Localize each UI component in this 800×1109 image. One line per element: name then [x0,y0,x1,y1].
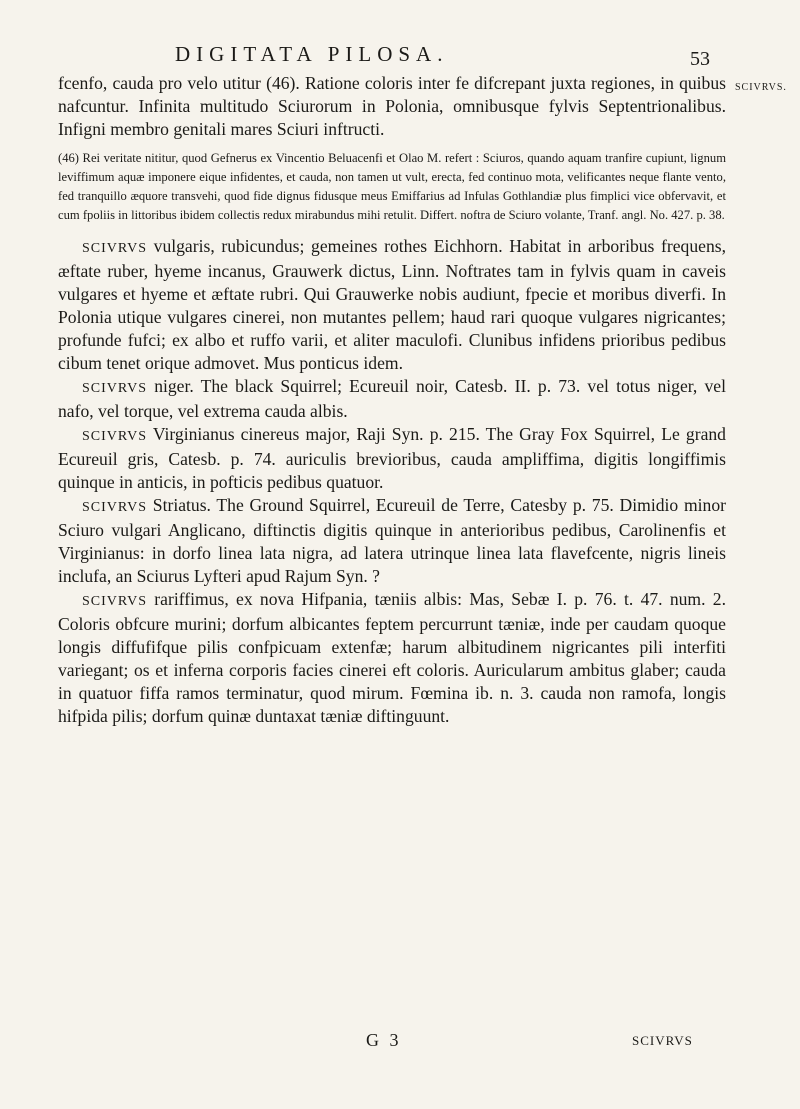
margin-note: SCIVRVS. [735,82,787,93]
catchword: SCIVRVS [632,1033,693,1048]
entry-lead: SCIVRVS [82,594,148,609]
entry-lead: SCIVRVS [82,500,148,515]
signature-mark: G 3 [366,1030,402,1050]
paragraph-continuation: fcenfo, cauda pro velo utitur (46). Ratione coloris inter fe difcrepant juxta regiones, in quibus nafcuntur. Infinita multitudo Sciurorum in Polonia, omnibusque fylvis Septentrionalibus. Infigni membro genitali mares Sciuri inftructi. [58,73,726,139]
entry-text: Virginianus cinereus major, Raji Syn. p. 215. The Gray Fox Squirrel, Le grand Ecureuil gris, Catesb. p. 74. auriculis brevioribus, cauda ampliffima, digitis longiffimis quinque in anticis, in pofticis pedibus quatuor. [58,424,726,492]
running-head: DIGITATA PILOSA. [175,42,449,66]
body-text [58,72,726,728]
entry-sciurus-vulgaris [58,235,726,375]
entry-text: vulgaris, rubicundus; gemeines rothes Eichhorn. Habitat in arboribus frequens, æftate ruber, hyeme incanus, Grauwerk dictus, Linn. Noftrates tam in fylvis quam in caveis vulgares et hyeme et æftate rubri. Qui Grauwerke nobis audiunt, fpecie et moribus diverfi. In Polonia utique vulgares cinerei, non mutantes pellem; haud rari quoque vulgares nigricantes; profunde fufci; ex albo et ruffo varii, et aliter maculofi. Clunibus infidens prioribus pedibus cibum tenet orique admovet. Mus ponticus idem. [58,236,726,373]
entry-sciurus-virginianus [58,423,726,494]
entry-sciurus-rarissimus [58,588,726,728]
entry-sciurus-striatus [58,494,726,588]
entry-lead: SCIVRVS [82,241,148,256]
footnote-46: (46) Rei veritate nititur, quod Gefnerus ex Vincentio Beluacenfi et Olao M. refert : Sciuros, quando aquam tranfire cupiunt, lignum leviffimum aquæ imponere eique infidentes, et cauda, non tamen ut vult, erecta, fed continuo mota, velificantes neque flante vento, fed tranquillo æquore transvehi, quod fide dignus fidusque meus Emiffarius ad Infulas Gothlandiæ plus fimplici vice obfervavit, et cum fpoliis in littoribus ibidem collectis redux mirabundus mihi retulit. Differt. noftra de Sciuro volante, Tranf. angl. No. 427. p. 38. [58,151,726,222]
page-number: 53 [690,48,710,70]
entry-lead: SCIVRVS [82,381,148,396]
entry-text: niger. The black Squirrel; Ecureuil noir, Catesb. II. p. 73. vel totus niger, vel nafo, vel torque, vel extrema cauda albis. [58,376,726,421]
entry-sciurus-niger [58,375,726,423]
entry-text: Striatus. The Ground Squirrel, Ecureuil de Terre, Catesby p. 75. Dimidio minor Sciuro vulgari Anglicano, diftinctis digitis quinque in anterioribus pedibus, Carolinenfis et Virginianus: in dorfo linea lata nigra, ad latera utrinque linea lata flavefcente, nigris lineis inclufa, an Sciurus Lyfteri apud Rajum Syn. ? [58,495,726,586]
entry-text: rariffimus, ex nova Hifpania, tæniis albis: Mas, Sebæ I. p. 76. t. 47. num. 2. Coloris obfcure murini; dorfum albicantes feptem percurrunt tæniæ, inde per caudam quoque longis diffufifque pilis confpicuam extenfæ; harum albitudinem nigricantes pili interfiti variegant; os et inferna corporis facies cinerei eft coloris. Auricularum ambitus glaber; cauda in quatuor fiffa ramos terminatur, quod mirum. Fœmina ib. n. 3. cauda non ramofa, longis hifpida pilis; dorfum quinæ duntaxat tæniæ diftinguunt. [58,589,726,726]
entry-lead: SCIVRVS [82,429,148,444]
page-footer [0,1030,800,1060]
